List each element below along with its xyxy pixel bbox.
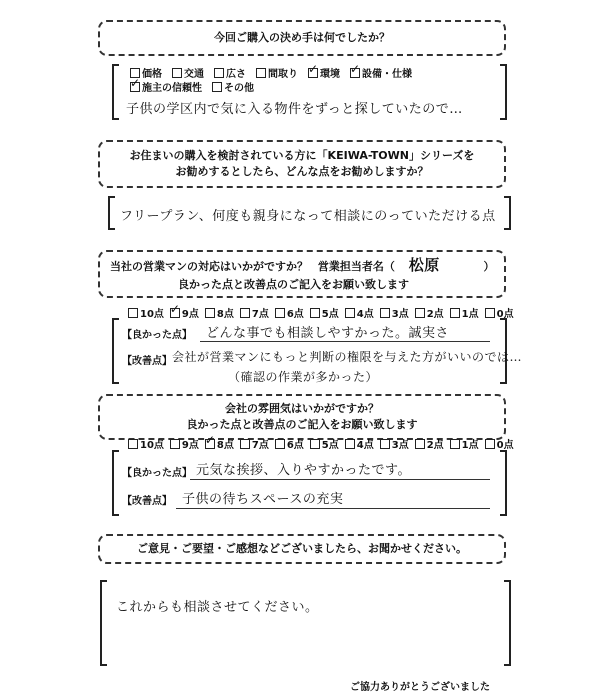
q4-improve-answer: 子供の待ちスペースの充実	[182, 492, 344, 507]
q5-answer: これからも相談させてください。	[116, 600, 319, 615]
q3-score-checkbox-5[interactable]	[310, 308, 320, 318]
q1-checkbox-3[interactable]	[256, 68, 266, 78]
q1-checkbox-4[interactable]	[308, 68, 318, 78]
q1-option-label-2: 広さ	[226, 69, 246, 80]
q3-answer-bracket-left	[112, 318, 119, 384]
q2-answer-bracket-right	[504, 196, 511, 230]
q4-score-option-0[interactable]	[128, 436, 164, 451]
q3-score-option-label-8: 2点	[426, 309, 444, 320]
q3-score-checkbox-3[interactable]	[240, 308, 250, 318]
q3-score-checkbox-7[interactable]	[380, 308, 390, 318]
q2-question-box	[98, 140, 506, 188]
q3-score-checkbox-10[interactable]	[485, 308, 495, 318]
q3-score-option-9[interactable]	[450, 305, 479, 320]
q3-question-line1: 当社の営業マンの対応はいかがですか？	[110, 260, 308, 274]
q3-score-option-label-4: 6点	[286, 309, 304, 320]
q3-score-option-label-6: 4点	[356, 309, 374, 320]
q3-score-option-label-9: 1点	[461, 309, 479, 320]
q4-score-option-label-6: 4点	[356, 440, 374, 451]
q1-checkbox-1[interactable]	[172, 68, 182, 78]
q4-score-option-4[interactable]	[275, 436, 304, 451]
q3-score-option-label-2: 8点	[216, 309, 234, 320]
q4-scores	[128, 436, 520, 451]
q4-score-option-1[interactable]	[170, 436, 199, 451]
q3-score-option-6[interactable]	[345, 305, 374, 320]
q1-option-2[interactable]	[214, 68, 246, 82]
q4-score-option-label-7: 3点	[391, 440, 409, 451]
q4-good-underline	[190, 479, 490, 480]
q3-score-option-1[interactable]	[170, 305, 199, 320]
q3-score-option-5[interactable]	[310, 305, 339, 320]
q1-checkbox-2[interactable]	[214, 68, 224, 78]
q4-score-checkbox-8[interactable]	[415, 439, 425, 449]
q4-score-option-8[interactable]	[415, 436, 444, 451]
q2-answer-bracket-left	[108, 196, 115, 230]
q4-score-option-5[interactable]	[310, 436, 339, 451]
q3-score-option-3[interactable]	[240, 305, 269, 320]
q3-score-option-8[interactable]	[415, 305, 444, 320]
q4-score-option-label-1: 9点	[181, 440, 199, 451]
q4-score-checkbox-2[interactable]	[205, 439, 215, 449]
q4-score-checkbox-5[interactable]	[310, 439, 320, 449]
q4-score-option-label-2: 8点	[216, 440, 234, 451]
q3-good-underline	[200, 341, 490, 342]
q3-improve-answer-2: （確認の作業が多かった）	[228, 370, 379, 384]
q1-option-6[interactable]	[130, 82, 202, 96]
q4-score-option-label-3: 7点	[251, 440, 269, 451]
q4-score-option-label-4: 6点	[286, 440, 304, 451]
q1-option-5[interactable]	[350, 68, 412, 82]
footer-thanks: ご協力ありがとうございました	[350, 682, 490, 693]
q3-rep-close: ）	[483, 260, 495, 274]
q1-checkbox-5[interactable]	[350, 68, 360, 78]
q4-score-option-2[interactable]	[205, 436, 234, 451]
q5-question: ご意見・ご要望・ご感想などございましたら、お聞かせください。	[137, 542, 467, 556]
q4-score-option-label-10: 0点	[496, 440, 514, 451]
q3-score-option-2[interactable]	[205, 305, 234, 320]
q3-score-option-label-3: 7点	[251, 309, 269, 320]
q3-rep-label: 営業担当者名（	[317, 260, 395, 274]
q4-score-option-6[interactable]	[345, 436, 374, 451]
q3-score-option-label-1: 9点	[181, 309, 199, 320]
q4-score-option-10[interactable]	[485, 436, 514, 451]
q3-score-option-0[interactable]	[128, 305, 164, 320]
q4-score-checkbox-3[interactable]	[240, 439, 250, 449]
q5-question-box	[98, 534, 506, 564]
q1-checkbox-7[interactable]	[212, 82, 222, 92]
q3-score-option-label-0: 10点	[140, 309, 164, 320]
q1-option-label-4: 環境	[320, 69, 340, 80]
q4-question-line1: 会社の雰囲気はいかがですか？	[225, 402, 379, 416]
q4-score-checkbox-10[interactable]	[485, 439, 495, 449]
q1-option-4[interactable]	[308, 68, 340, 82]
q4-improve-underline	[176, 508, 490, 509]
q4-score-option-3[interactable]	[240, 436, 269, 451]
q4-good-answer: 元気な挨拶、入りやすかったです。	[196, 463, 411, 478]
q1-option-3[interactable]	[256, 68, 298, 82]
q1-question: 今回ご購入の決め手は何でしたか？	[214, 31, 390, 45]
q4-score-option-9[interactable]	[450, 436, 479, 451]
q4-answer-bracket-right	[500, 450, 507, 516]
q2-question-line2: お勧めするとしたら、どんな点をお勧めしますか？	[175, 165, 429, 178]
q4-score-option-label-9: 1点	[461, 440, 479, 451]
q3-score-option-4[interactable]	[275, 305, 304, 320]
q4-good-label: 【良かった点】	[122, 468, 192, 479]
q3-score-checkbox-1[interactable]	[170, 308, 180, 318]
q4-score-checkbox-6[interactable]	[345, 439, 355, 449]
q3-question-box	[98, 250, 506, 298]
q1-option-label-3: 間取り	[268, 69, 298, 80]
q3-score-checkbox-0[interactable]	[128, 308, 138, 318]
q3-good-answer: どんな事でも相談しやすかった。誠実さ	[206, 326, 450, 341]
q1-options	[130, 68, 500, 96]
q3-score-option-label-5: 5点	[321, 309, 339, 320]
q4-score-checkbox-9[interactable]	[450, 439, 460, 449]
q4-question-line2: 良かった点と改善点のご記入をお願い致します	[186, 418, 418, 431]
q4-score-checkbox-4[interactable]	[275, 439, 285, 449]
q3-score-option-label-10: 0点	[496, 309, 514, 320]
q3-score-checkbox-8[interactable]	[415, 308, 425, 318]
q4-score-checkbox-1[interactable]	[170, 439, 180, 449]
q4-question-box	[98, 394, 506, 440]
q1-option-label-0: 価格	[142, 69, 162, 80]
q1-option-label-7: その他	[224, 83, 254, 94]
q4-score-checkbox-0[interactable]	[128, 439, 138, 449]
q3-score-option-label-7: 3点	[391, 309, 409, 320]
q4-score-option-label-5: 5点	[321, 440, 339, 451]
q1-answer: 子供の学区内で気に入る物件をずっと探していたので…	[126, 102, 463, 117]
q3-score-checkbox-4[interactable]	[275, 308, 285, 318]
q1-option-label-5: 設備・仕様	[362, 69, 412, 80]
q3-scores	[128, 305, 520, 320]
q2-answer: フリープラン、何度も親身になって相談にのっていただける点	[120, 209, 496, 224]
q5-answer-bracket-right	[504, 580, 511, 666]
q1-option-1[interactable]	[172, 68, 204, 82]
q3-score-checkbox-2[interactable]	[205, 308, 215, 318]
q1-question-box	[98, 20, 506, 56]
q1-option-7[interactable]	[212, 82, 254, 96]
q4-score-option-label-0: 10点	[140, 440, 164, 451]
q1-option-label-6: 施主の信頼性	[142, 83, 202, 94]
q1-checkbox-6[interactable]	[130, 82, 140, 92]
q4-answer-bracket-left	[112, 450, 119, 516]
q3-score-checkbox-6[interactable]	[345, 308, 355, 318]
q1-answer-bracket-right	[500, 64, 507, 120]
q1-answer-bracket-left	[112, 64, 119, 120]
q3-improve-answer: 会社が営業マンにもっと判断の権限を与えた方がいいのでは…	[172, 350, 523, 364]
q4-score-option-7[interactable]	[380, 436, 409, 451]
q3-question-line2: 良かった点と改善点のご記入をお願い致します	[178, 277, 409, 291]
q3-score-checkbox-9[interactable]	[450, 308, 460, 318]
q4-score-checkbox-7[interactable]	[380, 439, 390, 449]
q3-good-label: 【良かった点】	[122, 330, 192, 341]
q3-improve-label: 【改善点】	[122, 356, 172, 367]
q4-score-option-label-8: 2点	[426, 440, 444, 451]
q2-question-line1: お住まいの購入を検討されている方に「KEIWA-TOWN」シリーズを	[129, 149, 475, 163]
q3-score-option-7[interactable]	[380, 305, 409, 320]
q5-answer-bracket-left	[100, 580, 107, 666]
q1-option-label-1: 交通	[184, 69, 204, 80]
q4-improve-label: 【改善点】	[122, 496, 172, 507]
q3-rep-name: 松原	[408, 256, 440, 275]
